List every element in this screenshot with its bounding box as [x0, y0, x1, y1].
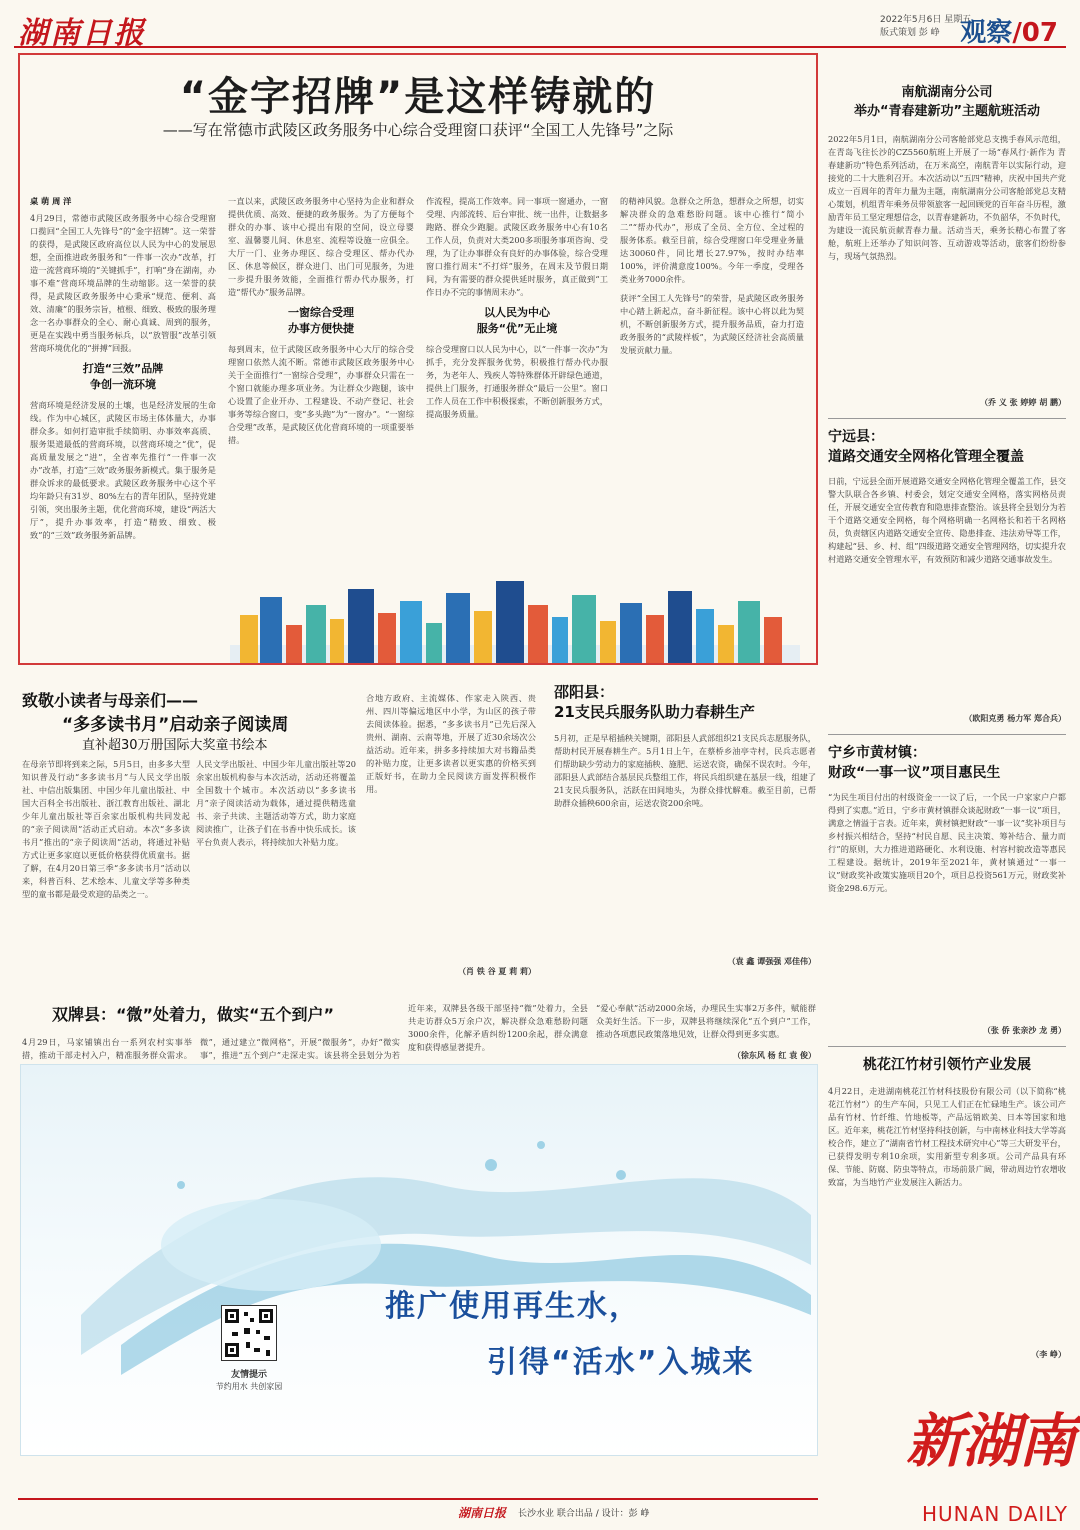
watermark-text: HUNAN DAILY — [922, 1502, 1068, 1526]
skyline-building — [378, 613, 396, 663]
feature-article[interactable] — [18, 53, 818, 665]
section-label — [960, 12, 1058, 49]
watermark-logo: 新湖南 — [906, 1407, 1075, 1475]
skyline-building — [348, 589, 374, 663]
page-footer — [18, 1498, 818, 1522]
article-credit-ningxiang: （张 侨 张亲沙 龙 勇） — [982, 1025, 1066, 1035]
skyline-building — [738, 601, 760, 663]
article-credit-taohuajiang: （李 峥） — [1031, 1349, 1066, 1359]
qr-code-icon[interactable] — [221, 1305, 277, 1361]
section-name: 观察 — [960, 18, 1013, 48]
water-droplet — [616, 1170, 626, 1180]
divider — [828, 1046, 1066, 1047]
article-body-ningxiang: “为民生项目付出的村级资金一一议了后，一个民一户家家户户都得到了实惠。”近日，宁乡市黄材镇群众谈起财政“一事一议”项目，满意之情溢于言表。近年来，黄材镇把财政“一事一议”奖补项目与乡村振兴相结合，坚持“村民自愿、民主决策、筹补结合、量力而行”的原则，大力推进道路硬化、水利设施、村容村貌改造等惠民工程建设。据统计，2019年至2021年，黄材镇通过“一事一议”财政奖补政策实施项目20个，项目总投资561万元，财政奖补资金298.6万元。 — [828, 792, 1066, 893]
feature-paragraph: 每到周末，位于武陵区政务服务中心大厅的综合受理窗口依然人流不断。常德市武陵区政务服务中心关于全面推行“一窗综合受理”，办事群众只需在一个窗口就能办理多项业务。为让群众少跑腿，该中心设置了企业开办、工程建设、不动产登记、社会事务等综合窗口，变“多头跑”为“一窗办”。“一窗综合受理”改革，是武陵区优化营商环境的一项重要举措。 — [228, 344, 414, 445]
city-skyline-illustration — [230, 575, 800, 663]
article-body-shuangpai-2: 微”，通过建立“微网格”，开展“微服务”，办好“微实事”，推进“五个到户”走深走实。该县将全县划分为若 — [200, 1037, 400, 1060]
skyline-building — [400, 601, 422, 663]
article-title-reading: “多多读书月”启动亲子阅读周 — [62, 715, 289, 735]
skyline-building — [646, 615, 664, 663]
newspaper-logo[interactable]: 湖南日报 — [18, 16, 146, 51]
article-body-shuangpai-3: 近年来，双牌县各级干部坚持“微”处着力，全县共走访群众5万余户次，解决群众急难愁盼问题3000余件，化解矛盾纠纷1200余起，群众满意度和获得感显著提升。 — [408, 1003, 588, 1052]
article-title-nanhang[interactable]: 南航湖南分公司 举办“青春建新功”主题航班活动 — [853, 85, 1041, 119]
article-title-taohuajiang[interactable]: 桃花江竹材引领竹产业发展 — [863, 1057, 1031, 1073]
article-credit-shaoyang: （袁 鑫 谭强强 邓佳伟） — [727, 956, 816, 966]
article-body-reading-3: 合地方政府、主流媒体、作家走入陕西、贵州、四川等偏远地区中小学，为山区的孩子带去阅读体验。据悉，“多多读书月”已先后深入贵州、湖南、云南等地，开展了近30余场次公益活动。近年来，拼多多持续加大对书籍品类的补贴力度，让更多读者以更实惠的价格买到正版好书，在助力全民阅读方面发挥积极作用。 — [366, 693, 536, 794]
article-subtitle-reading: 直补超30万册国际大奖童书绘本 — [82, 738, 268, 753]
skyline-building — [552, 617, 568, 663]
skyline-building — [600, 621, 616, 663]
skyline-building — [572, 595, 596, 663]
article-body-ningyuan: 日前，宁远县全面开展道路交通安全网格化管理全覆盖工作，县交警大队联合各乡镇、村委会，划定交通安全网格，落实网格员责任，开展交通安全宣传教育和隐患排查整治。该县将全县划分为若干个道路交通安全网格，每个网格明确一名网格长和若干名网格员，负责辖区内道路交通安全宣传、隐患排查、违法劝导等工作，构建起“县、乡、村、组”四级道路交通安全管理网络，切实提升农村道路交通安全管理水平，有效预防和减少道路交通事故发生。 — [828, 476, 1066, 564]
article-credit-nanhang: （乔 义 张 婷婷 胡 鹏） — [980, 397, 1066, 407]
skyline-building — [620, 603, 642, 663]
article-title-shaoyang: 邵阳县： 21支民兵服务队助力春耕生产 — [554, 683, 755, 721]
skyline-building — [496, 581, 524, 663]
article-body-reading-1: 在母亲节即将到来之际，5月5日，由多多大型知识普及行动“多多读书月”与人民文学出版社、中信出版集团、中国少年儿童出版社、中国大百科全书出版社、浙江教育出版社、湖北少年儿童出版社等百余家出版机构共同发起的“亲子阅读周”活动正式启动。本次“多多读书月”推出的“亲子阅读周”活动，将通过补贴方式让更多家庭以更低价格获得优质童书。据了解，在4月20日第三季“多多读书月”活动以来，科普百科、艺术绘本、儿童文学等多种类型的童书都是最受欢迎的品类之一。 — [22, 759, 190, 899]
feature-paragraph: 营商环境是经济发展的土壤，也是经济发展的生命线。作为中心城区，武陵区市场主体体量大，办事群众多。如何打造审批手续简明、办事效率高质、服务渠道最低的营商环境，以营商环境之“优”，促高质量发展之“进”，全省率先推行“一件事一次办”改革，打造“三效”政务服务新模式。集于服务是群众诉求的最低要求。武陵区政务服务中心这个平均年龄只有31岁、80%左右的青年团队，坚持党建引领，突出服务主题，优化营商环境，建设“两活大厅”，提升办事效率，打造“精致、细致、极致”的“三效”政务服务新品牌。 — [30, 400, 216, 540]
feature-subtitle: ——写在常德市武陵区政务服务中心综合受理窗口获评“全国工人先锋号”之际 — [162, 121, 674, 139]
water-droplet — [177, 1181, 185, 1189]
skyline-building — [306, 605, 326, 663]
issue-editors: 版式策划 彭 峥 — [880, 28, 940, 38]
skyline-building — [286, 625, 302, 663]
feature-heading-2: 一窗综合受理 办事方便快捷 — [288, 306, 354, 335]
skyline-building — [330, 619, 344, 663]
skyline-building — [260, 597, 282, 663]
skyline-building — [718, 625, 734, 663]
ad-tip-text: 节约用水 共创家园 — [215, 1382, 283, 1391]
footer-credit: 长沙水业 联合出品 / 设计：彭 峥 — [518, 1509, 650, 1519]
right-column — [828, 53, 1066, 1523]
article-body-shaoyang: 5月初，正是早稻插秧关键期，邵阳县人武部组织21支民兵志愿服务队，帮助村民开展春耕生产。5月1日上午，在蔡桥乡油亭寺村，民兵志愿者们帮助缺少劳动力的家庭插秧、施肥、运送农资，确保不误农时。今年，邵阳县人武部结合基层民兵整组工作，将民兵组织建在基层一线，组建了21支民兵服务队，活跃在田间地头，为群众排忧解难。截至目前，已帮助群众插秧600余亩，运送农资200余吨。 — [554, 733, 817, 808]
article-credit-reading: （肖 铁 谷 夏 莉 莉） — [458, 966, 536, 976]
feature-paragraph: 作流程，提高工作效率。同一事项一窗通办，一窗受理、内部流转、后台审批、统一出件，让数据多跑路、群众少跑腿。武陵区政务服务中心有10名工作人员，负责对大类200多项服务事项咨询、受理，为了让办事群众有良好的办事体验，综合受理窗口推行周末“不打烊”服务，在周末及节假日期间，为有需要的群众提供延时服务，真正做到“工作日办不完的事情周末办”。 — [426, 196, 608, 297]
page-number: /07 — [1012, 18, 1058, 48]
ad-slogan-line2: 引得“活水”入城来 — [487, 1345, 755, 1380]
skyline-building — [668, 591, 692, 663]
article-title-shuangpai: 双牌县：“微”处着力，做实“五个到户” — [52, 1005, 335, 1024]
issue-date: 2022年5月6日 星期五 — [880, 15, 972, 25]
ad-slogan-line1: 推广使用再生水， — [385, 1289, 641, 1324]
feature-heading-1: 打造“三效”品牌 争创一流环境 — [82, 362, 164, 391]
feature-paragraph: 获评“全国工人先锋号”的荣誉，是武陵区政务服务中心踏上新起点，奋斗新征程。该中心将以此为契机，不断创新服务方式，提升服务品质，奋力打造政务服务的“武陵样板”，为武陵区经济社会高质量发展贡献力量。 — [620, 293, 804, 355]
skyline-building — [764, 617, 782, 663]
water-droplet — [485, 1159, 497, 1171]
article-body-taohuajiang: 4月22日，走进湖南桃花江竹材科技股份有限公司（以下简称“桃花江竹材”）的生产车间，只见工人们正在忙碌地生产。该公司产品有竹材、竹纤维、竹地板等，产品远销欧美、日本等国家和地区。近年来，桃花江竹材坚持科技创新，与中南林业科技大学等高校合作，建立了“湖南省竹材工程技术研究中心”等三大研发平台，已获得发明专利10余项，实用新型专利多项。公司产品具有环保、节能、防腐、防虫等特点，市场前景广阔，带动周边竹农增收致富，为当地竹产业发展注入新活力。 — [828, 1086, 1066, 1187]
article-credit-ningyuan: （欧阳克勇 杨力军 郑合兵） — [964, 713, 1066, 723]
article-kicker: 致敬小读者与母亲们—— — [22, 691, 199, 710]
masthead — [14, 8, 1066, 51]
article-body-nanhang: 2022年5月1日，南航湖南分公司客舱部党总支携手春风示范组，在青岛飞往长沙的CZ5560航班上开展了一场“春风行·新作为 青春建新功”特色系列活动，在万米高空，南航青年以实际行动，迎接党的二十大胜利召开。本次活动以“五四”精神，庆祝中国共产党成立一百周年的青年力量为主题，南航湖南分公司客舱部党总支精心策划，机组青年乘务员带领旅客一起回顾党的百年奋斗历程，激励青年员工坚定理想信念，以青春建新功，不负韶华，不负时代，为建设一流民航贡献青春力量。活动当天，乘务长精心布置了客舱，航班上还举办了知识问答、互动游戏等活动，旅客们纷纷参与，现场气氛热烈。 — [828, 134, 1066, 261]
article-shaoyang[interactable] — [554, 682, 816, 982]
water-droplet — [537, 1141, 545, 1149]
feature-paragraph: 一直以来，武陵区政务服务中心坚持为企业和群众提供优质、高效、便捷的政务服务。为了方便每个群众的办事、该中心提出有限的空间，设立母婴室、温馨婴儿间、休息室、流程等设施一应俱全。大厅一门、业务办理区、综合受理区、帮办代办区、休息等候区，群众进门、出门可见服务，为进一步提升服务效能，全面推行帮办代办服务，打造“帮代办”服务品牌。 — [228, 196, 414, 297]
divider — [828, 418, 1066, 419]
article-credit-shuangpai: （徐东风 杨 红 袁 俊） — [732, 1050, 816, 1060]
skyline-building — [474, 611, 492, 663]
feature-paragraph: 4月29日，常德市武陵区政务服务中心综合受理窗口揽回“全国工人先锋号”的“金字招牌”。这一荣誉的获得，是武陵区政府高位以人民为中心的发展思想，全面推进政务服务和“一件事一次办”改革，打造一流营商环境的“关键抓手”，打响“身在湖南，办事不难”营商环境品牌的生动缩影。这一荣誉的获得，是武陵区政务服务中心秉承“规范、便利、高效、清廉”的服务宗旨，植根、细致、极致的服务理念一名办事群众的全心、耐心真诚、周到的服务，更是在实践中勇当服务标兵，以“放管服”改革引领营商环境优化的“拼搏”回报。 — [30, 213, 216, 353]
feature-title: “金字招牌”是这样铸就的 — [179, 74, 657, 120]
feature-column-2 — [228, 195, 414, 575]
feature-column-3 — [426, 195, 608, 575]
divider — [828, 734, 1066, 735]
skyline-building — [426, 623, 442, 663]
water-splash — [161, 1199, 381, 1291]
article-body-shuangpai-4: “爱心奉献”活动2000余场，办理民生实事2万多件，赋能群众美好生活。下一步，双牌县将继续深化“五个到户”工作，推动各项惠民政策落地见效，让群众得到更多实惠。 — [596, 1003, 816, 1039]
article-title-ningxiang[interactable]: 宁乡市黄材镇： 财政“一事一议”项目惠民生 — [828, 745, 1001, 781]
feature-column-4 — [620, 195, 804, 575]
feature-byline: 桌 萌 周 洋 — [30, 196, 72, 206]
article-body-reading-2: 人民文学出版社、中国少年儿童出版社等20余家出版机构参与本次活动，活动还将覆盖全国数十个城市。本次活动以“多多读书月”亲子阅读活动为载体，通过提供精选童书、亲子共读、主题活动等方式，助力家庭阅读推广，让孩子们在书香中快乐成长。该平台负责人表示，将持续加大补贴力度。 — [196, 759, 356, 847]
feature-paragraph: 的精神风貌。急群众之所急，想群众之所想，切实解决群众的急难愁盼问题。该中心推行“简小二”“帮办代办”，形成了全员、全方位、全过程的服务体系。截至目前，综合受理窗口年受理业务量达30060件，同比增长27.97%，按时办结率100%，评价满意度100%。今年一季度，受理各类业务7000余件。 — [620, 196, 804, 284]
water-reuse-ad[interactable] — [20, 1064, 818, 1456]
feature-paragraph: 综合受理窗口以人民为中心，以“一件事一次办”为抓手，充分发挥服务优势，积极推行帮办代办服务，为老年人、残疾人等特殊群体开辟绿色通道，提供上门服务，打通服务群众“最后一公里”。窗口工作人员在工作中积极探索，不断创新服务方式，提高服务质量。 — [426, 344, 608, 419]
skyline-building — [446, 593, 470, 663]
feature-heading-3: 以人民为中心 服务“优”无止境 — [476, 306, 558, 335]
footer-logo: 湖南日报 — [458, 1506, 507, 1520]
article-body-shuangpai-1: 4月29日，马家铺镇出台一系列农村实事举措，推动干部走村入户，精准服务群众需求。 — [22, 1037, 192, 1060]
skyline-building — [240, 615, 258, 663]
ad-tip-title: 友情提示 — [230, 1370, 267, 1380]
skyline-building — [696, 609, 714, 663]
article-title-ningyuan[interactable]: 宁远县： 道路交通安全网格化管理全覆盖 — [828, 429, 1024, 465]
skyline-building — [528, 605, 548, 663]
feature-column-1 — [30, 195, 216, 655]
